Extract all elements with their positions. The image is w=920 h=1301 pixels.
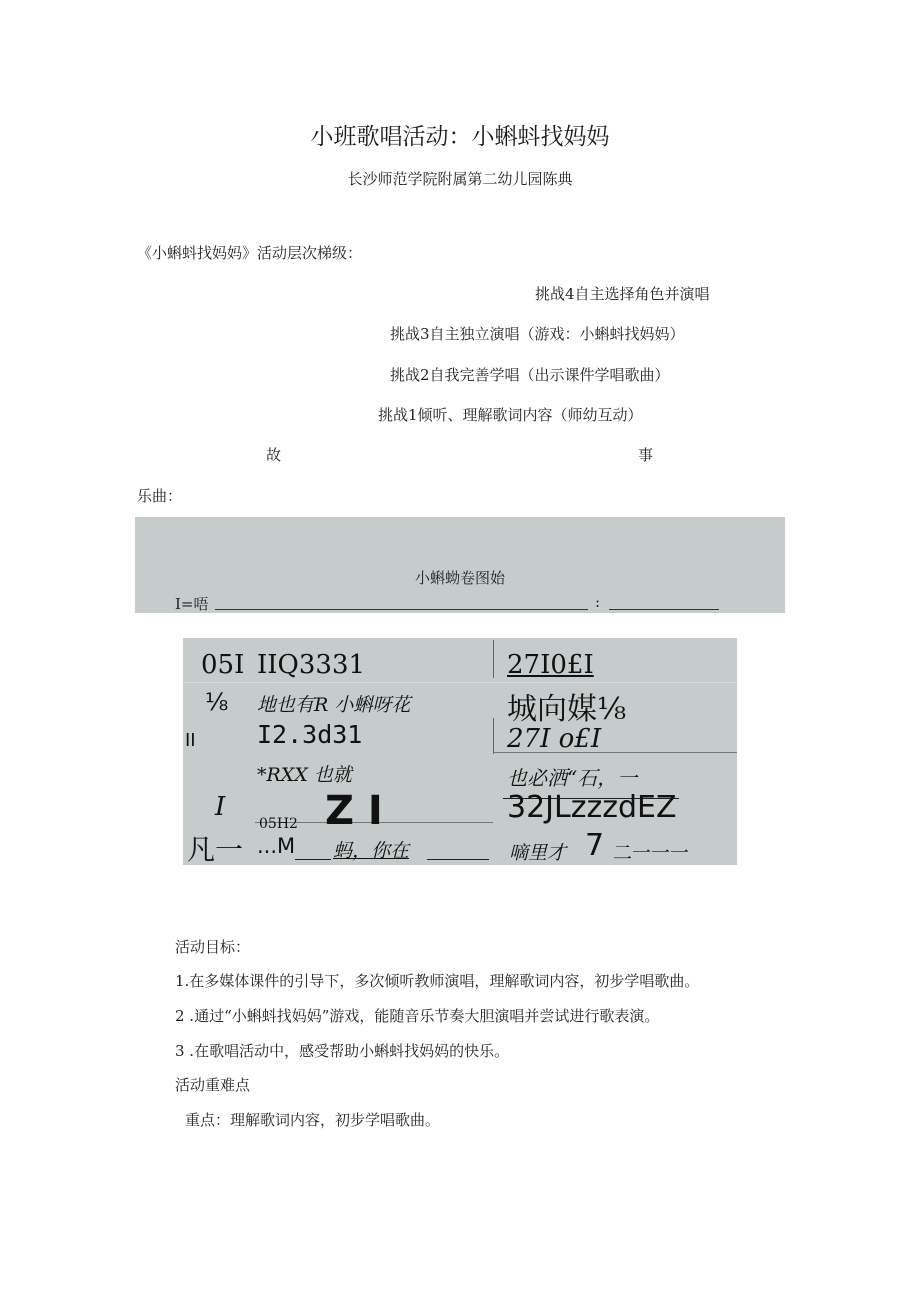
- key-point: 重点：理解歌词内容，初步学唱歌曲。: [185, 1111, 441, 1129]
- notation-text: 蚂，你在: [333, 840, 410, 862]
- notation-divider: [493, 640, 494, 678]
- story-label-right: 事: [638, 446, 654, 464]
- notation-text: 27I o£I: [507, 724, 602, 754]
- author-line: 长沙师范学院附属第二幼儿园陈典: [347, 170, 573, 188]
- notation-divider: [493, 718, 494, 754]
- goal-item-2: 2 .通过“小蝌蚪找妈妈”游戏，能随音乐节奏大胆演唱并尝试进行歌表演。: [175, 1007, 660, 1025]
- challenge-3: 挑战3自主独立演唱（游戏：小蝌蚪找妈妈）: [390, 325, 685, 343]
- notation-text: I: [215, 792, 226, 822]
- notation-text: 05H2: [259, 816, 298, 832]
- notation-text: 05I: [201, 650, 245, 680]
- notation-text: 二一一一: [613, 842, 690, 864]
- notation-underline: [427, 859, 489, 860]
- goals-heading: 活动目标：: [175, 938, 251, 956]
- notation-underline: [295, 859, 331, 860]
- score-underline: [215, 609, 588, 610]
- levels-heading: 《小蝌蚪找妈妈》活动层次梯级：: [137, 244, 363, 262]
- challenge-4: 挑战4自主选择角色并演唱: [535, 285, 710, 303]
- page-title: 小班歌唱活动：小蝌蚪找妈妈: [310, 124, 610, 150]
- score-underline-short: [609, 609, 719, 610]
- notation-text: Z I: [325, 788, 383, 834]
- key-points-heading: 活动重难点: [175, 1076, 251, 1094]
- notation-text: 27I0£I: [507, 650, 594, 680]
- notation-text: ⅛: [205, 688, 229, 716]
- goal-item-3: 3 .在歌唱活动中，感受帮助小蝌蚪找妈妈的快乐。: [175, 1042, 510, 1060]
- notation-text: 地也有R 小蝌呀花: [257, 694, 411, 716]
- score-title: 小蝌蚴卷图始: [414, 569, 505, 587]
- notation-text: 32JLzzzdEZ: [507, 790, 677, 825]
- notation-text: *RXX 也就: [257, 764, 352, 786]
- score-header-image: [135, 517, 785, 613]
- score-key: I=唔: [175, 595, 209, 613]
- story-label-left: 故: [266, 446, 282, 464]
- notation-text: 嘀里才: [509, 842, 567, 864]
- notation-text: I2.3d31: [257, 720, 363, 749]
- notation-text: 7: [585, 828, 605, 863]
- music-label: 乐曲：: [137, 487, 183, 505]
- score-colon: :: [595, 593, 601, 611]
- notation-text: IIQ3331: [257, 650, 366, 680]
- challenge-1: 挑战1倾听、理解歌词内容（师幼互动）: [378, 406, 643, 424]
- notation-text: ...M: [257, 834, 296, 858]
- music-notation-image: [183, 638, 737, 865]
- notation-text: 也必洒“石，一: [507, 766, 638, 790]
- notation-text: II: [185, 730, 196, 751]
- notation-text: 凡一: [187, 833, 244, 865]
- notation-row-line: [183, 682, 737, 683]
- notation-text: 城向媒⅛: [507, 692, 627, 727]
- goal-item-1: 1.在多媒体课件的引导下，多次倾听教师演唱，理解歌词内容，初步学唱歌曲。: [175, 972, 700, 990]
- challenge-2: 挑战2自我完善学唱（出示课件学唱歌曲）: [390, 366, 670, 384]
